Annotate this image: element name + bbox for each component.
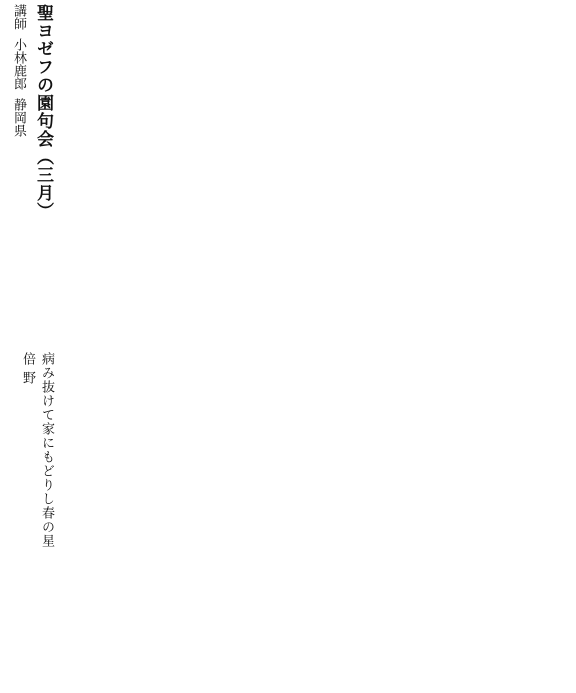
haiku-text: 病み抜けて家にもどりし春の星 [39, 352, 54, 548]
section-header [2, 4, 56, 340]
band-top [2, 4, 56, 340]
band-bottom [2, 352, 56, 688]
author-name: 倍野 [20, 352, 35, 390]
instructor-line: 講師小林鹿郎静岡県 [11, 4, 26, 137]
haiku-entry [20, 352, 56, 688]
section-title: 聖ヨゼフの園句会（三月） [33, 4, 53, 220]
